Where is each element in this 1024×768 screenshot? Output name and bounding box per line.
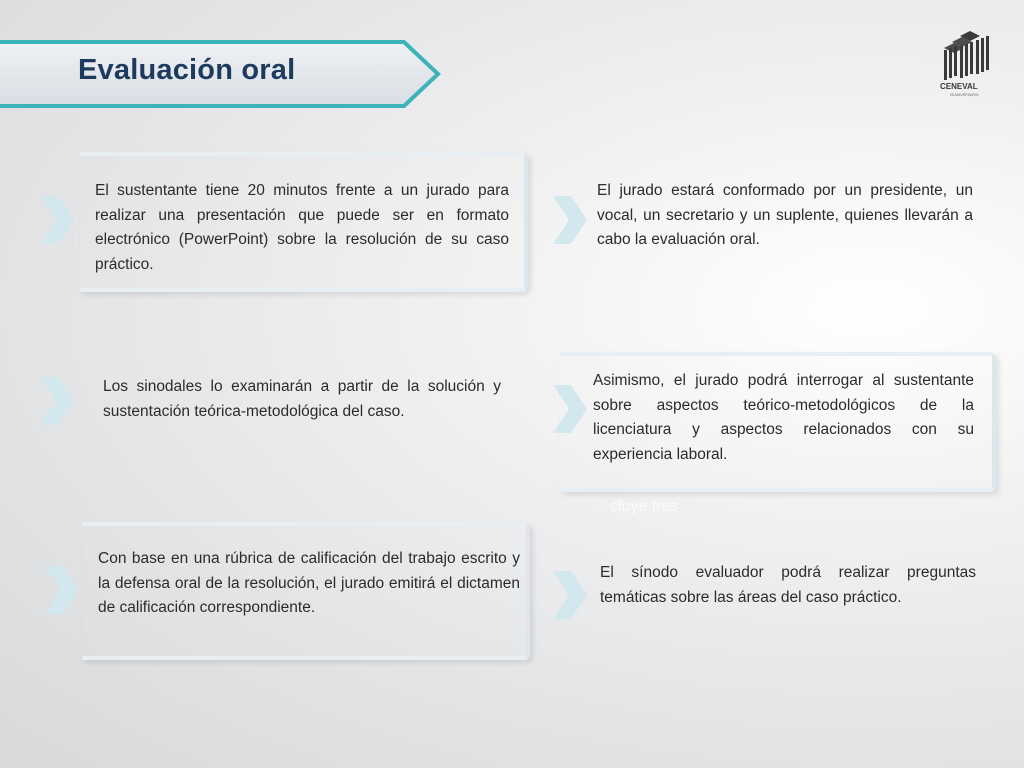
chevron-right-icon	[40, 377, 74, 425]
card-text: Los sinodales lo examinarán a partir de la solución y sustentación teórica-metodológica del caso.	[103, 378, 501, 420]
card-text: El sínodo evaluador podrá realizar preguntas temáticas sobre las áreas del caso práctico.	[600, 564, 976, 606]
card-text: Asimismo, el jurado podrá interrogar al sustentante sobre aspectos teórico-metodológicos de la licenciatura y aspectos relacionados con su experiencia laboral.	[593, 372, 974, 463]
ghost-text: cluye tres	[610, 498, 679, 515]
logo-tagline: 25 ANIVERSARIO	[950, 93, 979, 97]
chevron-right-icon	[553, 571, 587, 619]
chevron-right-icon	[553, 196, 587, 244]
card-text: El jurado estará conformado por un presidente, un vocal, un secretario y un suplente, quienes llevarán a cabo la evaluación oral.	[597, 182, 973, 248]
logo-name: CENEVAL	[940, 82, 978, 91]
card-text: El sustentante tiene 20 minutos frente a un jurado para realizar una presentación que puede ser en formato electrónico (PowerPoint) sobre la resolución de su caso práctico.	[95, 182, 509, 273]
chevron-right-icon	[45, 566, 79, 614]
card-text: Con base en una rúbrica de calificación del trabajo escrito y la defensa oral de la resolución, el jurado emitirá el dictamen de calificación correspondiente.	[98, 550, 520, 616]
page-title: Evaluación oral	[78, 54, 296, 86]
chevron-right-icon	[40, 196, 74, 244]
